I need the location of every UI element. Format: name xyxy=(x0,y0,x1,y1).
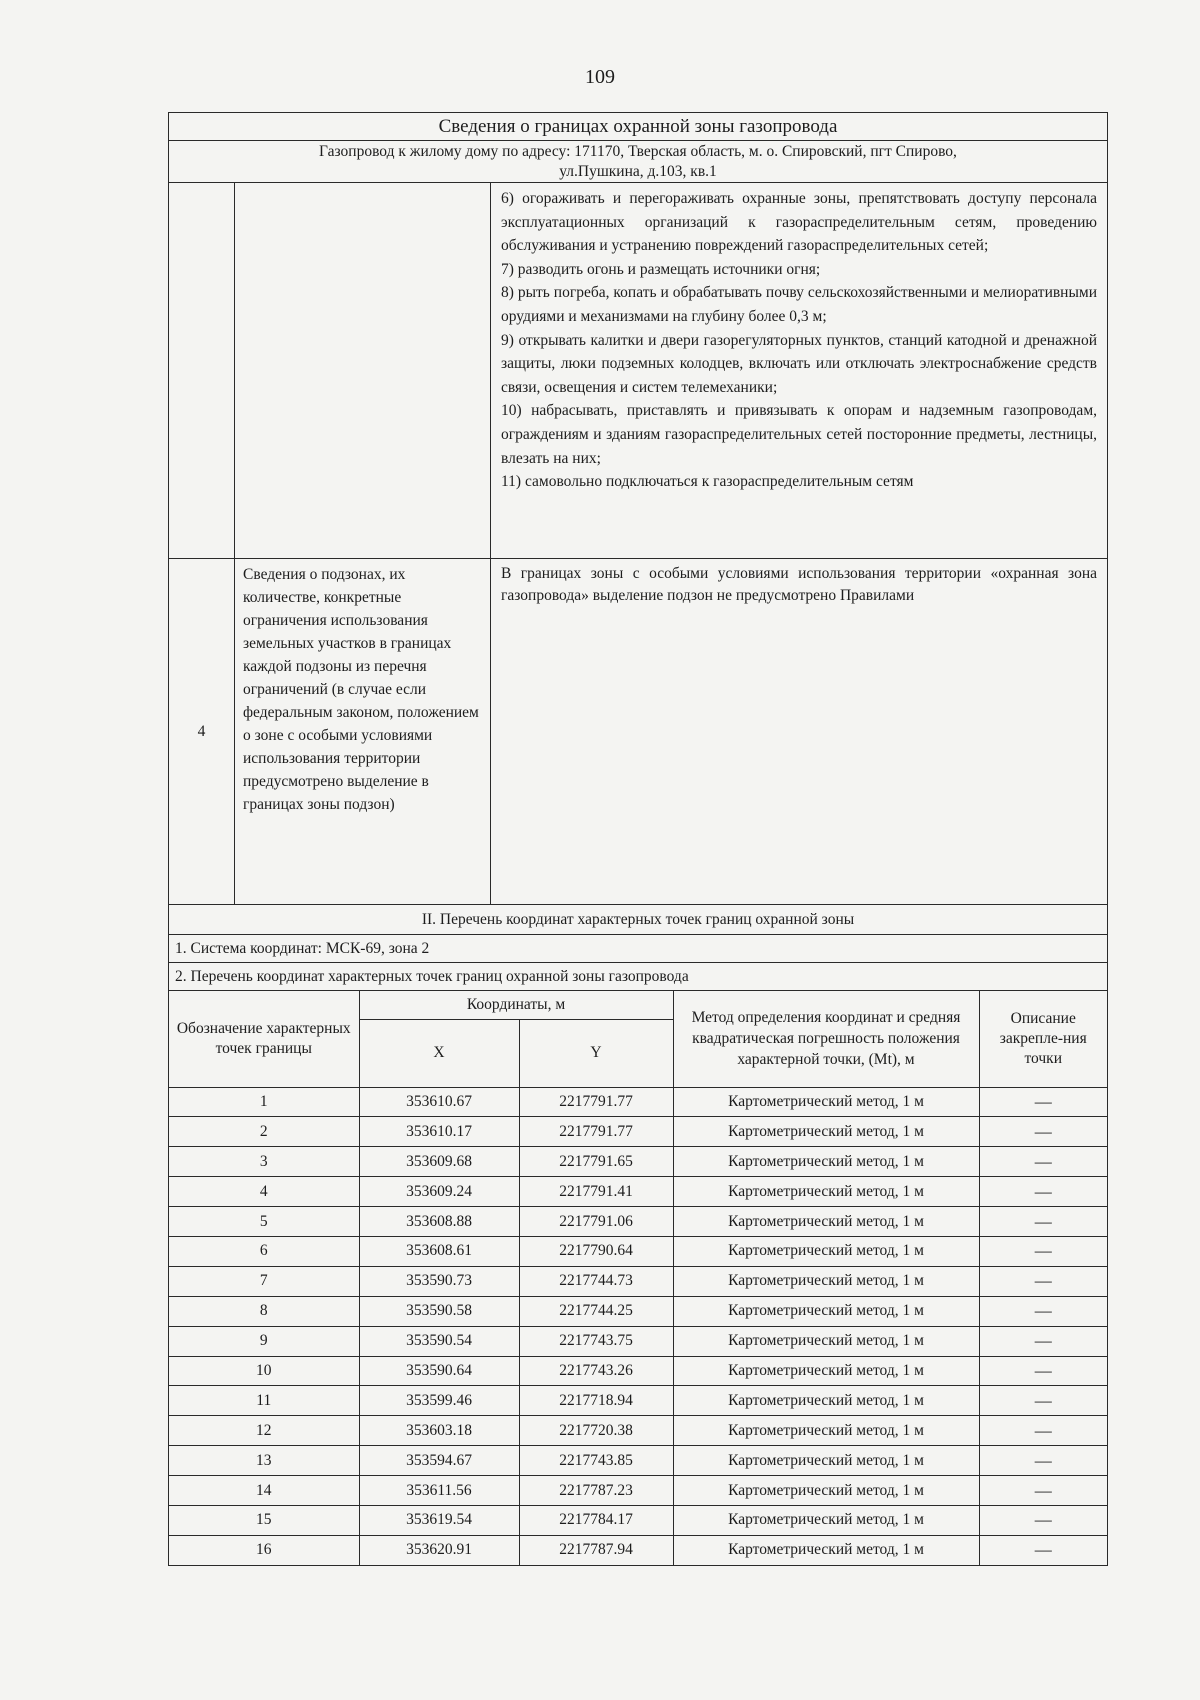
x-cell: 353620.91 xyxy=(359,1535,519,1564)
subzone-name: Сведения о подзонах, их количестве, конкретные ограничения использования земельных участков в границах каждой подзоны из перечня ограничений (в случае если федеральным законом, положением о зоне с особыми условиями использования территории предусмотрено выделение в границах зоны подзон) xyxy=(243,566,479,813)
method-cell: Картометрический метод, 1 м xyxy=(673,1236,979,1266)
description-cell: — xyxy=(979,1266,1107,1296)
y-cell: 2217720.38 xyxy=(519,1416,673,1446)
section-ii-title xyxy=(169,905,1107,935)
y-cell: 2217791.77 xyxy=(519,1117,673,1147)
point-cell: 8 xyxy=(169,1296,359,1326)
description-cell: — xyxy=(979,1386,1107,1416)
address-line-2: ул.Пушкина, д.103, кв.1 xyxy=(559,162,717,180)
method-cell: Картометрический метод, 1 м xyxy=(673,1117,979,1147)
subzone-description-cell xyxy=(491,559,1107,904)
description-cell: — xyxy=(979,1326,1107,1356)
description-cell: — xyxy=(979,1177,1107,1207)
prohibitions-name-cell xyxy=(235,183,491,558)
prohibition-item-9: 9) открывать калитки и двери газорегуляторных пунктов, станций катодной и дренажной защиты, люки подземных колодцев, включать или отключать электроснабжение средств связи, освещения и систем телемеханики; xyxy=(501,331,1097,396)
point-cell: 12 xyxy=(169,1416,359,1446)
coordinates-table-body xyxy=(169,1087,1107,1565)
table-row xyxy=(169,1416,1107,1446)
point-cell: 5 xyxy=(169,1207,359,1237)
y-cell: 2217787.94 xyxy=(519,1535,673,1564)
prohibition-item-8: 8) рыть погреба, копать и обрабатывать почву сельскохозяйственными и мелиоративными орудиями и механизмами на глубину более 0,3 м; xyxy=(501,284,1097,325)
method-cell: Картометрический метод, 1 м xyxy=(673,1416,979,1446)
document-title xyxy=(169,113,1107,141)
point-cell: 9 xyxy=(169,1326,359,1356)
x-cell: 353603.18 xyxy=(359,1416,519,1446)
y-cell: 2217743.85 xyxy=(519,1446,673,1476)
description-cell: — xyxy=(979,1147,1107,1177)
prohibitions-row xyxy=(169,183,1107,559)
description-cell: — xyxy=(979,1117,1107,1147)
y-cell: 2217791.77 xyxy=(519,1087,673,1117)
header-point: Обозначение характерных точек границы xyxy=(169,991,359,1087)
table-row xyxy=(169,1476,1107,1506)
table-row xyxy=(169,1266,1107,1296)
table-row xyxy=(169,1236,1107,1266)
point-cell: 13 xyxy=(169,1446,359,1476)
x-cell: 353609.68 xyxy=(359,1147,519,1177)
point-cell: 2 xyxy=(169,1117,359,1147)
point-cell: 4 xyxy=(169,1177,359,1207)
point-cell: 10 xyxy=(169,1356,359,1386)
header-method xyxy=(673,991,979,1087)
description-cell: — xyxy=(979,1296,1107,1326)
method-cell: Картометрический метод, 1 м xyxy=(673,1147,979,1177)
table-row xyxy=(169,1386,1107,1416)
description-cell: — xyxy=(979,1505,1107,1535)
description-cell: — xyxy=(979,1446,1107,1476)
method-cell: Картометрический метод, 1 м xyxy=(673,1266,979,1296)
table-row xyxy=(169,1326,1107,1356)
method-cell: Картометрический метод, 1 м xyxy=(673,1446,979,1476)
table-row xyxy=(169,1087,1107,1117)
method-cell: Картометрический метод, 1 м xyxy=(673,1535,979,1564)
description-cell: — xyxy=(979,1207,1107,1237)
prohibition-item-11: 11) самовольно подключаться к газораспределительным сетям xyxy=(501,473,914,491)
description-cell: — xyxy=(979,1356,1107,1386)
point-cell: 6 xyxy=(169,1236,359,1266)
coordinate-system-row xyxy=(169,935,1107,963)
y-cell: 2217790.64 xyxy=(519,1236,673,1266)
x-cell: 353590.64 xyxy=(359,1356,519,1386)
point-list-title-row xyxy=(169,963,1107,991)
header-y: Y xyxy=(519,1019,673,1087)
method-cell: Картометрический метод, 1 м xyxy=(673,1476,979,1506)
page-number: 109 xyxy=(585,66,615,88)
document-title-text: Сведения о границах охранной зоны газопровода xyxy=(438,115,838,137)
coordinate-system-text: 1. Система координат: МСК-69, зона 2 xyxy=(175,939,430,957)
header-x: X xyxy=(359,1019,519,1087)
prohibition-item-10: 10) набрасывать, приставлять и привязывать к опорам и надземным газопроводам, ограждениям и зданиям газораспределительных сетей посторонние предметы, лестницы, влезать на них; xyxy=(501,402,1097,467)
method-cell: Картометрический метод, 1 м xyxy=(673,1177,979,1207)
x-cell: 353590.73 xyxy=(359,1266,519,1296)
description-cell: — xyxy=(979,1476,1107,1506)
point-cell: 7 xyxy=(169,1266,359,1296)
x-cell: 353611.56 xyxy=(359,1476,519,1506)
method-cell: Картометрический метод, 1 м xyxy=(673,1505,979,1535)
description-cell: — xyxy=(979,1416,1107,1446)
table-row xyxy=(169,1356,1107,1386)
table-row xyxy=(169,1177,1107,1207)
prohibition-item-6: 6) огораживать и перегораживать охранные зоны, препятствовать доступу персонала эксплуатационных организаций к газораспределительным сетям, проведению обслуживания и устранению повреждений газораспределительных сетей; xyxy=(501,190,1097,255)
table-row xyxy=(169,1296,1107,1326)
point-cell: 14 xyxy=(169,1476,359,1506)
table-row xyxy=(169,1207,1107,1237)
description-cell: — xyxy=(979,1087,1107,1117)
subzones-row xyxy=(169,559,1107,905)
subzone-row-number: 4 xyxy=(197,722,206,740)
header-coordinates: Координаты, м xyxy=(359,991,673,1019)
point-cell: 3 xyxy=(169,1147,359,1177)
y-cell: 2217743.75 xyxy=(519,1326,673,1356)
x-cell: 353610.17 xyxy=(359,1117,519,1147)
point-cell: 16 xyxy=(169,1535,359,1564)
method-cell: Картометрический метод, 1 м xyxy=(673,1207,979,1237)
boundary-info-document xyxy=(168,112,1108,1566)
y-cell: 2217744.25 xyxy=(519,1296,673,1326)
point-cell: 1 xyxy=(169,1087,359,1117)
subzone-name-cell xyxy=(235,559,491,904)
method-cell: Картометрический метод, 1 м xyxy=(673,1296,979,1326)
description-cell: — xyxy=(979,1236,1107,1266)
row-number-cell xyxy=(169,183,235,558)
method-cell: Картометрический метод, 1 м xyxy=(673,1386,979,1416)
table-row xyxy=(169,1147,1107,1177)
x-cell: 353594.67 xyxy=(359,1446,519,1476)
x-cell: 353590.58 xyxy=(359,1296,519,1326)
x-cell: 353599.46 xyxy=(359,1386,519,1416)
prohibition-item-7: 7) разводить огонь и размещать источники огня; xyxy=(501,260,821,278)
x-cell: 353590.54 xyxy=(359,1326,519,1356)
point-list-title-text: 2. Перечень координат характерных точек границ охранной зоны газопровода xyxy=(175,967,689,985)
y-cell: 2217744.73 xyxy=(519,1266,673,1296)
table-row xyxy=(169,1535,1107,1564)
method-cell: Картометрический метод, 1 м xyxy=(673,1087,979,1117)
y-cell: 2217784.17 xyxy=(519,1505,673,1535)
table-row xyxy=(169,1117,1107,1147)
header-description: Описание закрепле-ния точки xyxy=(979,991,1107,1087)
section-ii-title-text: II. Перечень координат характерных точек границ охранной зоны xyxy=(421,910,855,928)
table-row xyxy=(169,1446,1107,1476)
method-cell: Картометрический метод, 1 м xyxy=(673,1326,979,1356)
document-subtitle xyxy=(169,141,1107,183)
subzone-description: В границах зоны с особыми условиями использования территории «охранная зона газопровода» выделение подзон не предусмотрено Правилами xyxy=(501,565,1097,604)
address-line-1: Газопровод к жилому дому по адресу: 171170, Тверская область, м. о. Спировский, пгт Спирово, xyxy=(319,142,957,160)
description-cell: — xyxy=(979,1535,1107,1564)
y-cell: 2217718.94 xyxy=(519,1386,673,1416)
point-cell: 15 xyxy=(169,1505,359,1535)
x-cell: 353610.67 xyxy=(359,1087,519,1117)
x-cell: 353608.88 xyxy=(359,1207,519,1237)
y-cell: 2217791.65 xyxy=(519,1147,673,1177)
point-cell: 11 xyxy=(169,1386,359,1416)
table-row xyxy=(169,1505,1107,1535)
y-cell: 2217743.26 xyxy=(519,1356,673,1386)
table-header-row xyxy=(169,991,1107,1019)
y-cell: 2217791.06 xyxy=(519,1207,673,1237)
method-cell: Картометрический метод, 1 м xyxy=(673,1356,979,1386)
prohibitions-list xyxy=(491,183,1107,558)
x-cell: 353609.24 xyxy=(359,1177,519,1207)
header-method-text: Метод определения координат и средняя квадратическая погрешность положения характерной точки, (Mt), м xyxy=(691,1009,961,1069)
y-cell: 2217791.41 xyxy=(519,1177,673,1207)
x-cell: 353608.61 xyxy=(359,1236,519,1266)
y-cell: 2217787.23 xyxy=(519,1476,673,1506)
coordinates-table-row xyxy=(169,991,1107,1565)
x-cell: 353619.54 xyxy=(359,1505,519,1535)
coordinates-table xyxy=(169,991,1107,1565)
subzone-row-number-cell xyxy=(169,559,235,904)
